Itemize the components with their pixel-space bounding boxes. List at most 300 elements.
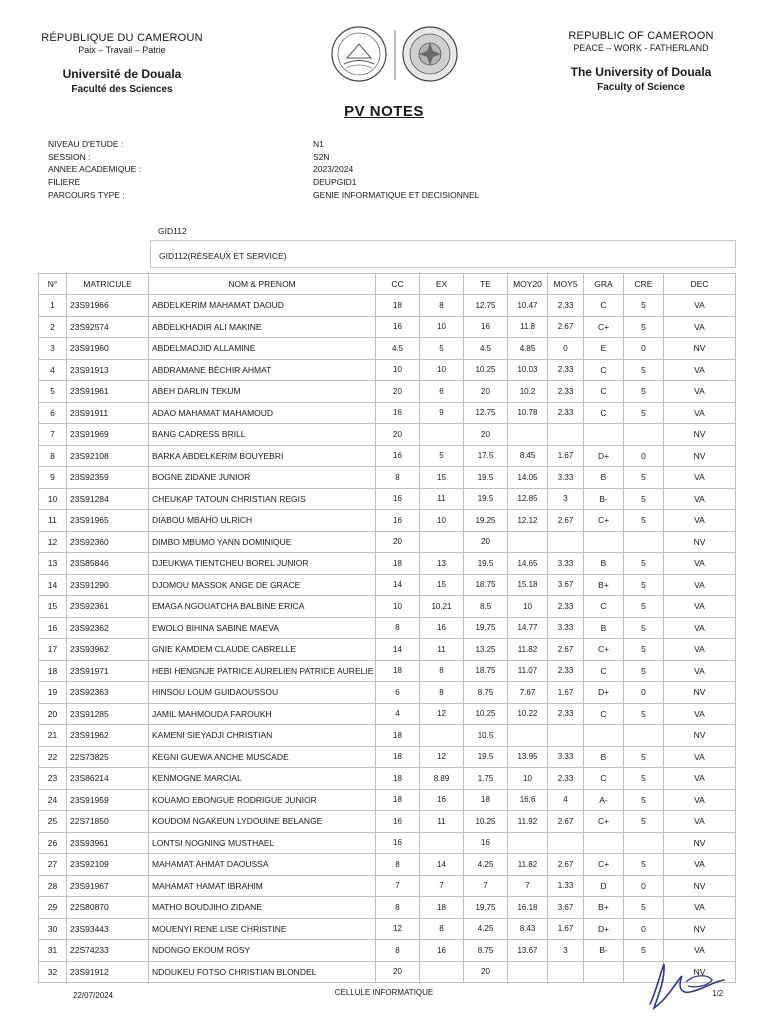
moy20-cell <box>508 424 548 446</box>
grade-cell: B <box>584 746 624 768</box>
ex-score-cell: 9 <box>420 402 464 424</box>
moy5-cell: 3.33 <box>548 553 584 575</box>
decision-cell: NV <box>664 424 736 446</box>
credits-cell: 5 <box>624 553 664 575</box>
meta-value: S2N <box>313 151 330 162</box>
cc-score-cell: 12 <box>376 918 420 940</box>
matricule-cell: 23S92574 <box>67 316 149 338</box>
row-number-cell: 17 <box>39 639 67 661</box>
table-row <box>39 359 736 381</box>
moy5-cell: 2.67 <box>548 854 584 876</box>
grade-cell: C+ <box>584 316 624 338</box>
row-number-cell: 27 <box>39 854 67 876</box>
ex-score-cell <box>420 961 464 983</box>
cc-score-cell: 16 <box>376 402 420 424</box>
meta-value: N1 <box>313 139 324 150</box>
row-number-cell: 3 <box>39 338 67 360</box>
decision-cell: VA <box>664 295 736 317</box>
student-name-cell: DIABOU MBAHO ULRICH <box>149 510 376 532</box>
grade-cell: A- <box>584 789 624 811</box>
table-row <box>39 553 736 575</box>
student-name-cell: DJOMOU MASSOK ANGE DE GRACE <box>149 574 376 596</box>
grade-cell: C+ <box>584 510 624 532</box>
faculty-en: Faculty of Science <box>597 82 685 93</box>
decision-cell: NV <box>664 961 736 983</box>
matricule-cell: 23S91290 <box>67 574 149 596</box>
decision-cell: VA <box>664 359 736 381</box>
credits-cell: 5 <box>624 703 664 725</box>
moy20-cell: 7 <box>508 875 548 897</box>
credits-cell: 5 <box>624 768 664 790</box>
moy5-cell: 1.67 <box>548 682 584 704</box>
moy5-cell <box>548 725 584 747</box>
cc-score-cell: 20 <box>376 381 420 403</box>
credits-cell <box>624 531 664 553</box>
moy5-cell: 2.67 <box>548 639 584 661</box>
decision-cell: VA <box>664 402 736 424</box>
table-row <box>39 918 736 940</box>
ex-score-cell: 11 <box>420 488 464 510</box>
student-name-cell: ABDELKERIM MAHAMAT DAOUD <box>149 295 376 317</box>
footer-page-number: 1/2 <box>712 989 724 998</box>
table-row <box>39 510 736 532</box>
footer-unit: CELLULE INFORMATIQUE <box>334 988 434 997</box>
faculty-fr: Faculté des Sciences <box>71 84 173 95</box>
moy20-cell: 10 <box>508 768 548 790</box>
credits-cell: 5 <box>624 596 664 618</box>
moy5-cell: 3 <box>548 940 584 962</box>
meta-row-program <box>48 176 479 189</box>
te-score-cell: 20 <box>464 531 508 553</box>
student-name-cell: KOUDOM NGAKEUN LYDOUINE BELANGE <box>149 811 376 833</box>
credits-cell: 0 <box>624 918 664 940</box>
decision-cell: NV <box>664 338 736 360</box>
cc-score-cell: 18 <box>376 553 420 575</box>
row-number-cell: 6 <box>39 402 67 424</box>
student-name-cell: MOUENYI RENE LISE CHRISTINE <box>149 918 376 940</box>
university-fr: Université de Douala <box>62 67 182 81</box>
table-row <box>39 811 736 833</box>
moy5-cell: 2.33 <box>548 295 584 317</box>
moy20-cell: 16.6 <box>508 789 548 811</box>
te-score-cell: 19.5 <box>464 746 508 768</box>
ex-score-cell: 11 <box>420 811 464 833</box>
grade-cell: C <box>584 703 624 725</box>
student-name-cell: ABDRAMANE BÉCHIR AHMAT <box>149 359 376 381</box>
student-name-cell: CHEUKAP TATOUN CHRISTIAN REGIS <box>149 488 376 510</box>
matricule-cell: 23S93961 <box>67 832 149 854</box>
moy5-cell: 1.67 <box>548 445 584 467</box>
cc-score-cell: 18 <box>376 660 420 682</box>
grade-cell: B <box>584 467 624 489</box>
course-name-box <box>150 240 736 268</box>
column-header: EX <box>420 274 464 295</box>
cc-score-cell: 8 <box>376 617 420 639</box>
credits-cell: 5 <box>624 811 664 833</box>
grade-cell: C <box>584 295 624 317</box>
te-score-cell: 18 <box>464 789 508 811</box>
te-score-cell: 19.5 <box>464 488 508 510</box>
moy5-cell: 3.33 <box>548 746 584 768</box>
ex-score-cell: 10.21 <box>420 596 464 618</box>
decision-cell: VA <box>664 553 736 575</box>
row-number-cell: 30 <box>39 918 67 940</box>
matricule-cell: 23S91966 <box>67 295 149 317</box>
decision-cell: NV <box>664 445 736 467</box>
metadata-block <box>48 138 479 201</box>
row-number-cell: 10 <box>39 488 67 510</box>
cc-score-cell: 18 <box>376 746 420 768</box>
meta-label: PARCOURS TYPE : <box>48 189 125 200</box>
row-number-cell: 15 <box>39 596 67 618</box>
student-name-cell: BOGNE ZIDANE JUNIOR <box>149 467 376 489</box>
decision-cell: VA <box>664 789 736 811</box>
table-row <box>39 424 736 446</box>
ex-score-cell: 5 <box>420 338 464 360</box>
column-header: NOM & PRENOM <box>149 274 376 295</box>
ex-score-cell: 8.89 <box>420 768 464 790</box>
moy20-cell <box>508 832 548 854</box>
table-row <box>39 596 736 618</box>
decision-cell: NV <box>664 918 736 940</box>
credits-cell <box>624 832 664 854</box>
student-name-cell: KOUAMO EBONGUE RODRIGUE JUNIOR <box>149 789 376 811</box>
ex-score-cell: 6 <box>420 381 464 403</box>
header-french-block <box>22 32 222 95</box>
row-number-cell: 5 <box>39 381 67 403</box>
moy20-cell: 16.18 <box>508 897 548 919</box>
meta-value: DEUPGID1 <box>313 177 357 188</box>
table-row <box>39 488 736 510</box>
decision-cell: VA <box>664 811 736 833</box>
row-number-cell: 1 <box>39 295 67 317</box>
credits-cell: 5 <box>624 854 664 876</box>
grade-cell: C+ <box>584 854 624 876</box>
matricule-cell: 23S93443 <box>67 918 149 940</box>
credits-cell: 5 <box>624 316 664 338</box>
column-header: GRA <box>584 274 624 295</box>
matricule-cell: 23S92361 <box>67 596 149 618</box>
cc-score-cell: 16 <box>376 510 420 532</box>
ex-score-cell: 12 <box>420 703 464 725</box>
grade-cell: B <box>584 553 624 575</box>
student-name-cell: KAMENI SIEYADJI CHRISTIAN <box>149 725 376 747</box>
te-score-cell: 4.25 <box>464 918 508 940</box>
grade-cell <box>584 424 624 446</box>
credits-cell: 0 <box>624 338 664 360</box>
moy20-cell: 13.67 <box>508 940 548 962</box>
table-row <box>39 854 736 876</box>
moy5-cell: 2.67 <box>548 811 584 833</box>
matricule-cell: 23S91285 <box>67 703 149 725</box>
matricule-cell: 23S91284 <box>67 488 149 510</box>
cc-score-cell: 18 <box>376 789 420 811</box>
ex-score-cell: 15 <box>420 574 464 596</box>
decision-cell: VA <box>664 897 736 919</box>
moy5-cell: 3.67 <box>548 574 584 596</box>
cc-score-cell: 8 <box>376 940 420 962</box>
cc-score-cell: 8 <box>376 467 420 489</box>
decision-cell: NV <box>664 682 736 704</box>
te-score-cell: 8.75 <box>464 940 508 962</box>
te-score-cell: 18.75 <box>464 660 508 682</box>
table-row <box>39 639 736 661</box>
table-body <box>39 295 736 983</box>
ex-score-cell: 13 <box>420 553 464 575</box>
university-en: The University of Douala <box>570 65 712 79</box>
cc-score-cell: 20 <box>376 424 420 446</box>
te-score-cell: 19.25 <box>464 510 508 532</box>
grade-cell: D+ <box>584 682 624 704</box>
moy20-cell: 11.82 <box>508 639 548 661</box>
decision-cell: VA <box>664 381 736 403</box>
row-number-cell: 24 <box>39 789 67 811</box>
moy5-cell <box>548 531 584 553</box>
te-score-cell: 8.75 <box>464 682 508 704</box>
matricule-cell: 22S80870 <box>67 897 149 919</box>
row-number-cell: 11 <box>39 510 67 532</box>
te-score-cell: 20 <box>464 381 508 403</box>
student-name-cell: ADAO MAHAMAT MAHAMOUD <box>149 402 376 424</box>
credits-cell: 0 <box>624 445 664 467</box>
cc-score-cell: 4.5 <box>376 338 420 360</box>
column-header: TE <box>464 274 508 295</box>
cc-score-cell: 16 <box>376 811 420 833</box>
cc-score-cell: 4 <box>376 703 420 725</box>
table-row <box>39 768 736 790</box>
grade-cell: B+ <box>584 574 624 596</box>
student-name-cell: DJEUKWA TIENTCHEU BOREL JUNIOR <box>149 553 376 575</box>
credits-cell: 5 <box>624 467 664 489</box>
grade-cell: B <box>584 617 624 639</box>
footer-date: 22/07/2024 <box>73 991 114 1000</box>
decision-cell: VA <box>664 316 736 338</box>
matricule-cell: 23S91962 <box>67 725 149 747</box>
grade-cell: C <box>584 381 624 403</box>
matricule-cell: 23S91911 <box>67 402 149 424</box>
row-number-cell: 28 <box>39 875 67 897</box>
decision-cell: VA <box>664 854 736 876</box>
moy5-cell: 1.33 <box>548 875 584 897</box>
ex-score-cell: 11 <box>420 639 464 661</box>
column-header: MATRICULE <box>67 274 149 295</box>
grade-cell: C <box>584 596 624 618</box>
meta-value: 2023/2024 <box>313 164 354 175</box>
column-header: CRE <box>624 274 664 295</box>
credits-cell <box>624 424 664 446</box>
cc-score-cell: 16 <box>376 316 420 338</box>
moy5-cell <box>548 424 584 446</box>
row-number-cell: 18 <box>39 660 67 682</box>
moy20-cell: 8.43 <box>508 918 548 940</box>
ex-score-cell <box>420 832 464 854</box>
matricule-cell: 23S91967 <box>67 875 149 897</box>
grade-cell: E <box>584 338 624 360</box>
credits-cell: 5 <box>624 381 664 403</box>
moy20-cell <box>508 531 548 553</box>
header-english-block <box>536 30 746 93</box>
matricule-cell: 23S92109 <box>67 854 149 876</box>
table-row <box>39 897 736 919</box>
cc-score-cell: 20 <box>376 961 420 983</box>
student-name-cell: MATHO BOUDJIHO ZIDANE <box>149 897 376 919</box>
moy20-cell: 14.65 <box>508 553 548 575</box>
grade-cell: D+ <box>584 445 624 467</box>
table-row <box>39 617 736 639</box>
decision-cell: VA <box>664 617 736 639</box>
cc-score-cell: 14 <box>376 639 420 661</box>
cc-score-cell: 14 <box>376 574 420 596</box>
grade-cell: C <box>584 768 624 790</box>
grade-cell <box>584 531 624 553</box>
column-header: MOY20 <box>508 274 548 295</box>
matricule-cell: 22S74233 <box>67 940 149 962</box>
row-number-cell: 25 <box>39 811 67 833</box>
student-name-cell: GNIE KAMDEM CLAUDE CABRELLE <box>149 639 376 661</box>
ex-score-cell: 16 <box>420 789 464 811</box>
grade-cell: C+ <box>584 811 624 833</box>
matricule-cell: 23S92108 <box>67 445 149 467</box>
cc-score-cell: 7 <box>376 875 420 897</box>
table-row <box>39 940 736 962</box>
matricule-cell: 23S91959 <box>67 789 149 811</box>
university-seal-icon <box>332 27 386 81</box>
table-row <box>39 531 736 553</box>
matricule-cell: 22S71850 <box>67 811 149 833</box>
meta-label: ANNEE ACADEMIQUE : <box>48 164 142 175</box>
faculty-seal-icon <box>403 27 457 81</box>
row-number-cell: 4 <box>39 359 67 381</box>
cc-score-cell: 18 <box>376 295 420 317</box>
te-score-cell: 4.25 <box>464 854 508 876</box>
grade-cell <box>584 961 624 983</box>
matricule-cell: 23S91960 <box>67 338 149 360</box>
table-row <box>39 725 736 747</box>
te-score-cell: 16 <box>464 832 508 854</box>
meta-label: FILIERE <box>48 177 81 188</box>
row-number-cell: 20 <box>39 703 67 725</box>
matricule-cell: 23S91912 <box>67 961 149 983</box>
credits-cell: 0 <box>624 875 664 897</box>
te-score-cell: 19.5 <box>464 467 508 489</box>
moy5-cell: 2.33 <box>548 703 584 725</box>
student-name-cell: EMAGA NGOUATCHA BALBINE ERICA <box>149 596 376 618</box>
credits-cell: 5 <box>624 746 664 768</box>
moy5-cell: 2.33 <box>548 402 584 424</box>
grade-cell: B- <box>584 488 624 510</box>
row-number-cell: 19 <box>39 682 67 704</box>
grade-cell <box>584 725 624 747</box>
te-score-cell: 18.75 <box>464 574 508 596</box>
moy20-cell: 11.92 <box>508 811 548 833</box>
ex-score-cell: 10 <box>420 316 464 338</box>
moy5-cell <box>548 832 584 854</box>
student-name-cell: BANG CADRESS BRILL <box>149 424 376 446</box>
table-row <box>39 316 736 338</box>
document-title: PV NOTES <box>344 103 424 120</box>
moy5-cell: 2.67 <box>548 316 584 338</box>
row-number-cell: 12 <box>39 531 67 553</box>
te-score-cell: 12.75 <box>464 402 508 424</box>
ex-score-cell: 15 <box>420 467 464 489</box>
decision-cell: VA <box>664 768 736 790</box>
moy20-cell: 12.12 <box>508 510 548 532</box>
decision-cell: VA <box>664 467 736 489</box>
grade-cell: B- <box>584 940 624 962</box>
table-row <box>39 789 736 811</box>
ex-score-cell: 14 <box>420 854 464 876</box>
cc-score-cell: 6 <box>376 682 420 704</box>
matricule-cell: 23S91969 <box>67 424 149 446</box>
te-score-cell: 12.75 <box>464 295 508 317</box>
table-row <box>39 381 736 403</box>
moy20-cell: 13.95 <box>508 746 548 768</box>
te-score-cell: 19.5 <box>464 553 508 575</box>
credits-cell: 5 <box>624 617 664 639</box>
meta-row-academic-year <box>48 163 479 176</box>
decision-cell: VA <box>664 510 736 532</box>
table-row <box>39 338 736 360</box>
student-name-cell: KENMOGNE MARCIAL <box>149 768 376 790</box>
moy5-cell: 2.33 <box>548 660 584 682</box>
row-number-cell: 7 <box>39 424 67 446</box>
te-score-cell: 8.5 <box>464 596 508 618</box>
table-row <box>39 703 736 725</box>
cc-score-cell: 18 <box>376 768 420 790</box>
student-name-cell: ABEH DARLIN TEKUM <box>149 381 376 403</box>
decision-cell: NV <box>664 531 736 553</box>
moy5-cell: 2.67 <box>548 510 584 532</box>
cc-score-cell: 10 <box>376 596 420 618</box>
matricule-cell: 23S91971 <box>67 660 149 682</box>
student-name-cell: ABDELKHADIR ALI MAKINE <box>149 316 376 338</box>
ex-score-cell: 10 <box>420 510 464 532</box>
decision-cell: VA <box>664 940 736 962</box>
meta-label: SESSION : <box>48 151 91 162</box>
column-header: N° <box>39 274 67 295</box>
ex-score-cell: 12 <box>420 746 464 768</box>
ex-score-cell <box>420 424 464 446</box>
table-row <box>39 295 736 317</box>
grade-cell: C <box>584 359 624 381</box>
ex-score-cell: 7 <box>420 875 464 897</box>
moy5-cell: 2.33 <box>548 359 584 381</box>
meta-value: GENIE INFORMATIQUE ET DECISIONNEL <box>313 189 480 200</box>
moy5-cell: 3.67 <box>548 897 584 919</box>
credits-cell: 5 <box>624 897 664 919</box>
ex-score-cell: 8 <box>420 682 464 704</box>
row-number-cell: 16 <box>39 617 67 639</box>
ex-score-cell: 8 <box>420 660 464 682</box>
table-row <box>39 467 736 489</box>
moy5-cell: 3.33 <box>548 617 584 639</box>
matricule-cell: 23S91965 <box>67 510 149 532</box>
moy20-cell: 10.2 <box>508 381 548 403</box>
meta-row-level <box>48 138 479 151</box>
moy20-cell: 10.03 <box>508 359 548 381</box>
moy5-cell: 4 <box>548 789 584 811</box>
moy20-cell: 11.07 <box>508 660 548 682</box>
te-score-cell: 16 <box>464 316 508 338</box>
row-number-cell: 23 <box>39 768 67 790</box>
ex-score-cell: 5 <box>420 445 464 467</box>
course-code: GID112 <box>158 226 187 236</box>
grade-cell: D <box>584 875 624 897</box>
moy20-cell: 10.22 <box>508 703 548 725</box>
cc-score-cell: 16 <box>376 832 420 854</box>
moy5-cell: 3 <box>548 488 584 510</box>
matricule-cell: 23S86214 <box>67 768 149 790</box>
